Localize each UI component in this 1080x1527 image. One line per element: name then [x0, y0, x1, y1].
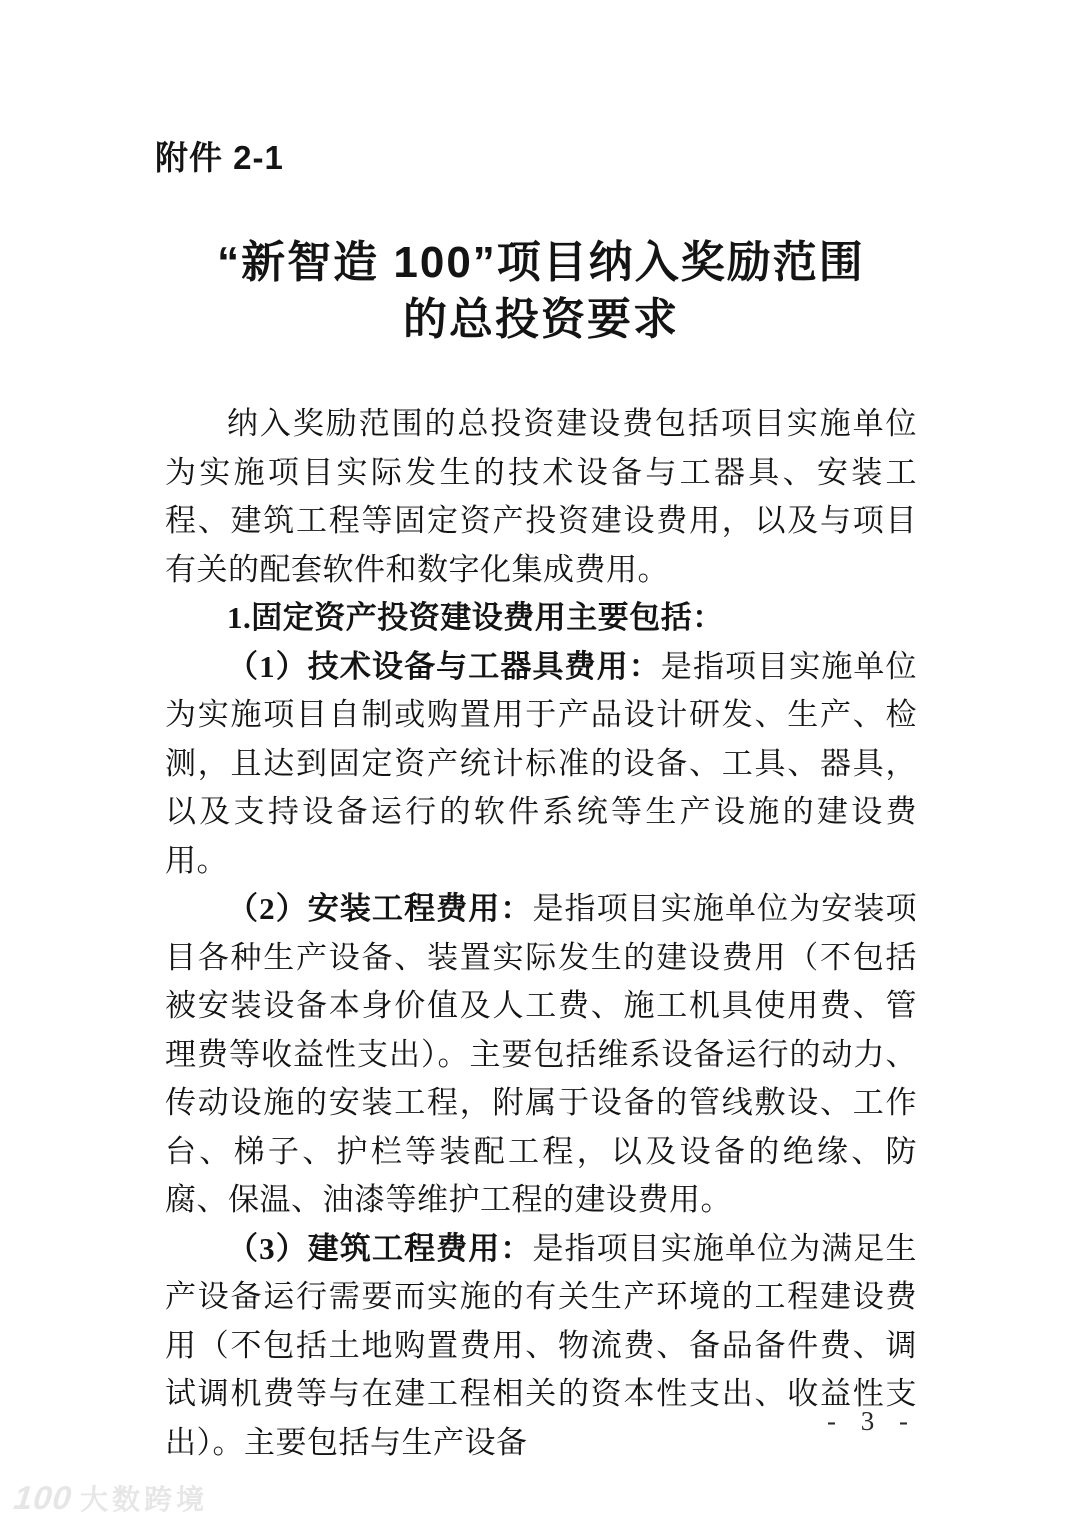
watermark	[14, 1478, 208, 1518]
paragraph: （1）技术设备与工器具费用：是指项目实施单位为实施项目自制或购置用于产品设计研发、生产、检测，且达到固定资产统计标准的设备、工具、器具，以及支持设备运行的软件系统等生产设施的建设费用。	[165, 648, 918, 878]
document-content	[155, 0, 918, 1467]
paragraph: （2）安装工程费用：是指项目实施单位为安装项目各种生产设备、装置实际发生的建设费用（不包括被安装设备本身价值及人工费、施工机具使用费、管理费等收益性支出）。主要包括维系设备运行的动力、传动设施的安装工程，附属于设备的管线敷设、工作台、梯子、护栏等装配工程，以及设备的绝缘、防腐、保温、油漆等维护工程的建设费用。	[165, 891, 917, 1217]
paragraph: 纳入奖励范围的总投资建设费包括项目实施单位为实施项目实际发生的技术设备与工器具、安装工程、建筑工程等固定资产投资建设费用，以及与项目有关的配套软件和数字化集成费用。	[165, 406, 917, 587]
title-line-1: “新智造 100”项目纳入奖励范围	[217, 238, 865, 287]
section-heading: 1.固定资产投资建设费用主要包括：	[227, 600, 724, 635]
title-line-2: 的总投资要求	[403, 295, 679, 344]
page-number: - 3 -	[827, 1406, 917, 1436]
document-body	[165, 400, 917, 1467]
attachment-label: 附件 2-1	[155, 139, 284, 176]
paragraph-lead: （2）安装工程费用：	[227, 891, 533, 926]
document-title	[165, 234, 917, 348]
watermark-logo-icon: 100	[12, 1479, 75, 1516]
paragraph-lead: （3）建筑工程费用：	[227, 1230, 533, 1266]
watermark-text: 大数跨境	[80, 1484, 209, 1515]
paragraph-lead: （1）技术设备与工器具费用：	[227, 648, 661, 684]
paragraph: （3）建筑工程费用：是指项目实施单位为满足生产设备运行需要而实施的有关生产环境的工程建设费用（不包括土地购置费用、物流费、备品备件费、调试调机费等与在建工程相关的资本性支出、收益性支出）。主要包括与生产设备	[165, 1230, 917, 1460]
